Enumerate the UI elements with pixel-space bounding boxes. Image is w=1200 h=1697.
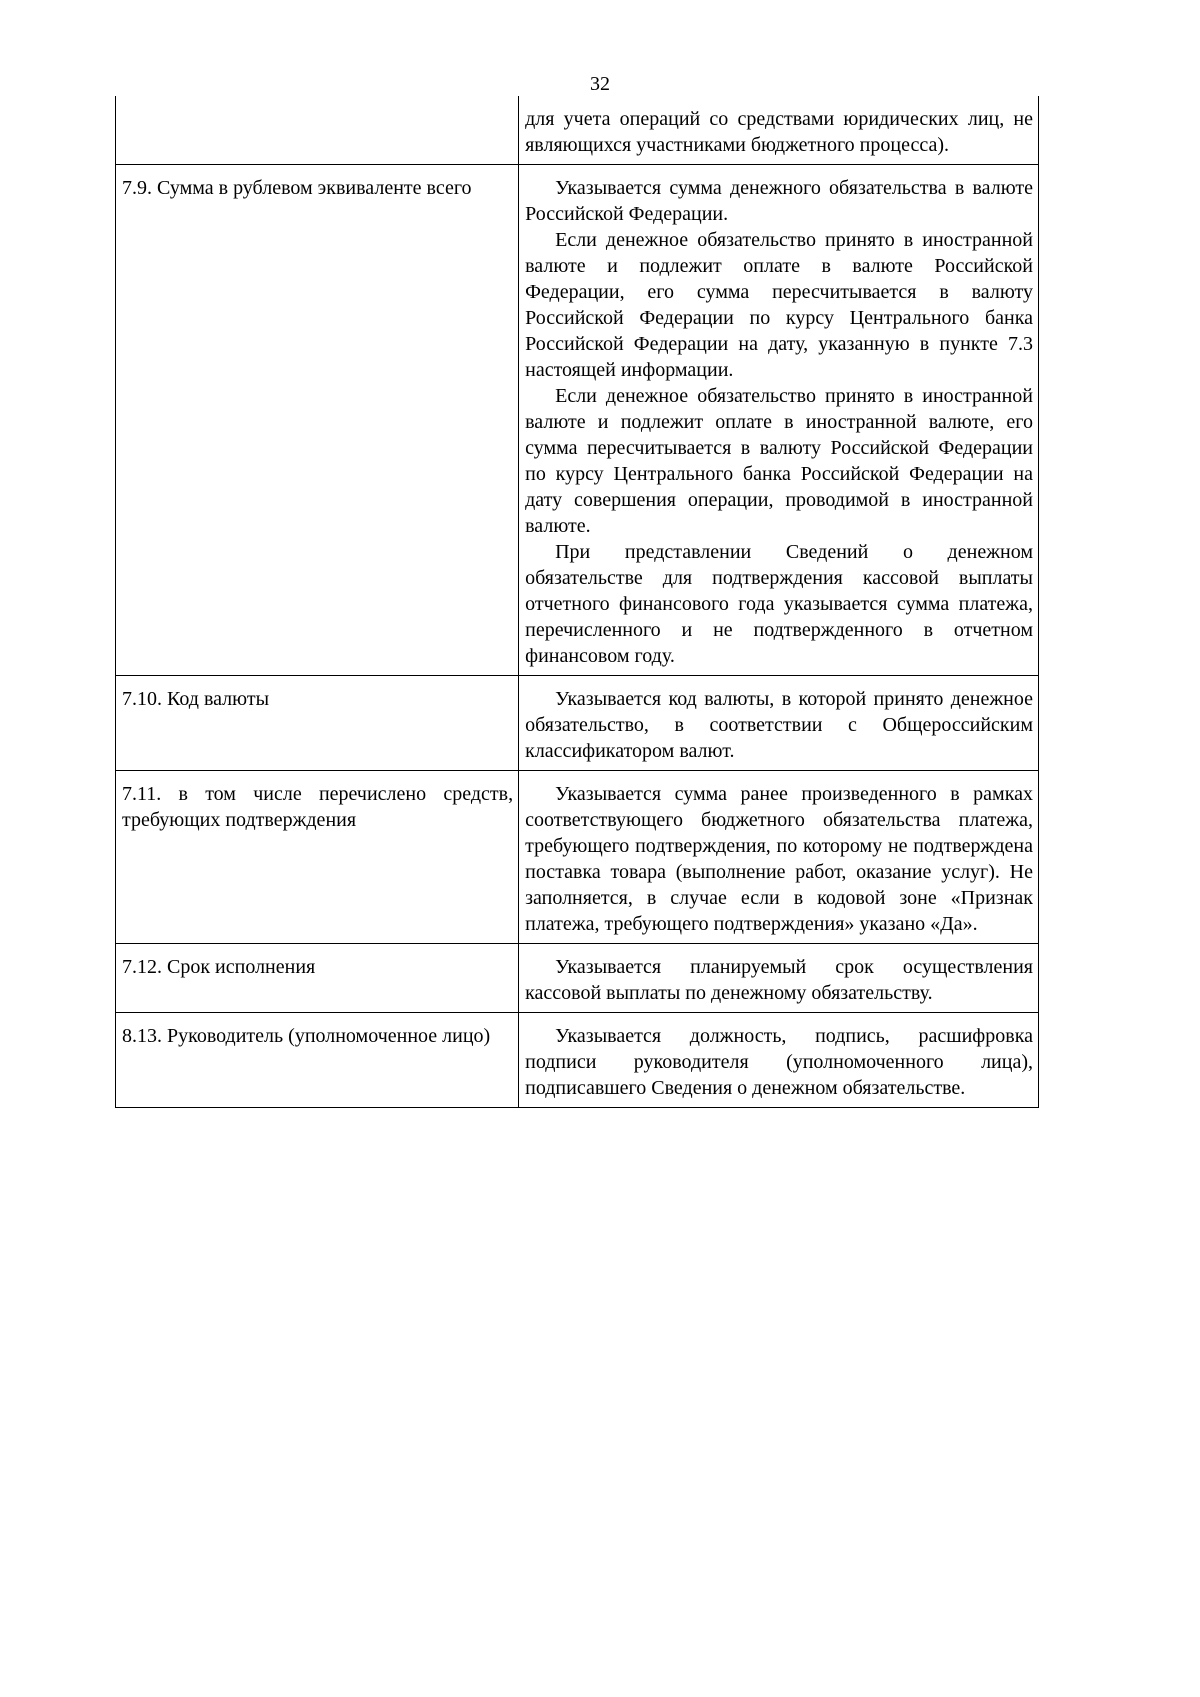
field-description-cell xyxy=(519,1013,1039,1108)
table-row xyxy=(116,771,1039,944)
field-description-cell xyxy=(519,96,1039,165)
description-paragraph: Указывается код валюты, в которой принято денежное обязательство, в соответствии с Общероссийским классификатором валют. xyxy=(525,688,1033,762)
description-paragraph: Если денежное обязательство принято в иностранной валюте и подлежит оплате в иностранной валюте, его сумма пересчитывается в валюту Российской Федерации по курсу Центрального банка Российской Федерации на дату совершения операции, проводимой в иностранной валюте. xyxy=(525,385,1033,537)
field-description-cell xyxy=(519,165,1039,676)
field-label: 7.11. в том числе перечислено средств, требующих подтверждения xyxy=(122,783,514,831)
field-description-cell xyxy=(519,676,1039,771)
field-label-cell xyxy=(116,96,519,165)
field-description-cell xyxy=(519,771,1039,944)
table-row xyxy=(116,944,1039,1013)
field-label-cell xyxy=(116,771,519,944)
field-label-cell xyxy=(116,1013,519,1108)
description-paragraph: Указывается должность, подпись, расшифровка подписи руководителя (уполномоченного лица), подписавшего Сведения о денежном обязательстве. xyxy=(525,1025,1033,1099)
description-paragraph: Если денежное обязательство принято в иностранной валюте и подлежит оплате в валюте Российской Федерации, его сумма пересчитывается в валюту Российской Федерации по курсу Центрального банка Российской Федерации на дату, указанную в пункте 7.3 настоящей информации. xyxy=(525,229,1033,381)
description-paragraph: для учета операций со средствами юридических лиц, не являющихся участниками бюджетного процесса). xyxy=(525,108,1033,156)
field-label: 7.12. Срок исполнения xyxy=(122,956,316,978)
field-description-cell xyxy=(519,944,1039,1013)
page-number: 32 xyxy=(590,73,610,95)
table-row xyxy=(116,165,1039,676)
field-label-cell xyxy=(116,676,519,771)
table-row xyxy=(116,96,1039,165)
field-label: 7.9. Сумма в рублевом эквиваленте всего xyxy=(122,177,472,199)
description-paragraph: Указывается сумма денежного обязательства в валюте Российской Федерации. xyxy=(525,177,1033,225)
description-paragraph: Указывается сумма ранее произведенного в рамках соответствующего бюджетного обязательства платежа, требующего подтверждения, по которому не подтверждена поставка товара (выполнение работ, оказание услуг). Не заполняется, в случае если в кодовой зоне «Признак платежа, требующего подтверждения» указано «Да». xyxy=(525,783,1033,935)
field-label-cell xyxy=(116,944,519,1013)
fields-table xyxy=(115,96,1039,1108)
description-paragraph: Указывается планируемый срок осуществления кассовой выплаты по денежному обязательству. xyxy=(525,956,1033,1004)
field-label: 7.10. Код валюты xyxy=(122,688,270,710)
table-row xyxy=(116,1013,1039,1108)
description-paragraph: При представлении Сведений о денежном обязательстве для подтверждения кассовой выплаты отчетного финансового года указывается сумма платежа, перечисленного и не подтвержденного в отчетном финансовом году. xyxy=(525,541,1033,667)
table-row xyxy=(116,676,1039,771)
field-label: 8.13. Руководитель (уполномоченное лицо) xyxy=(122,1025,491,1047)
field-label-cell xyxy=(116,165,519,676)
